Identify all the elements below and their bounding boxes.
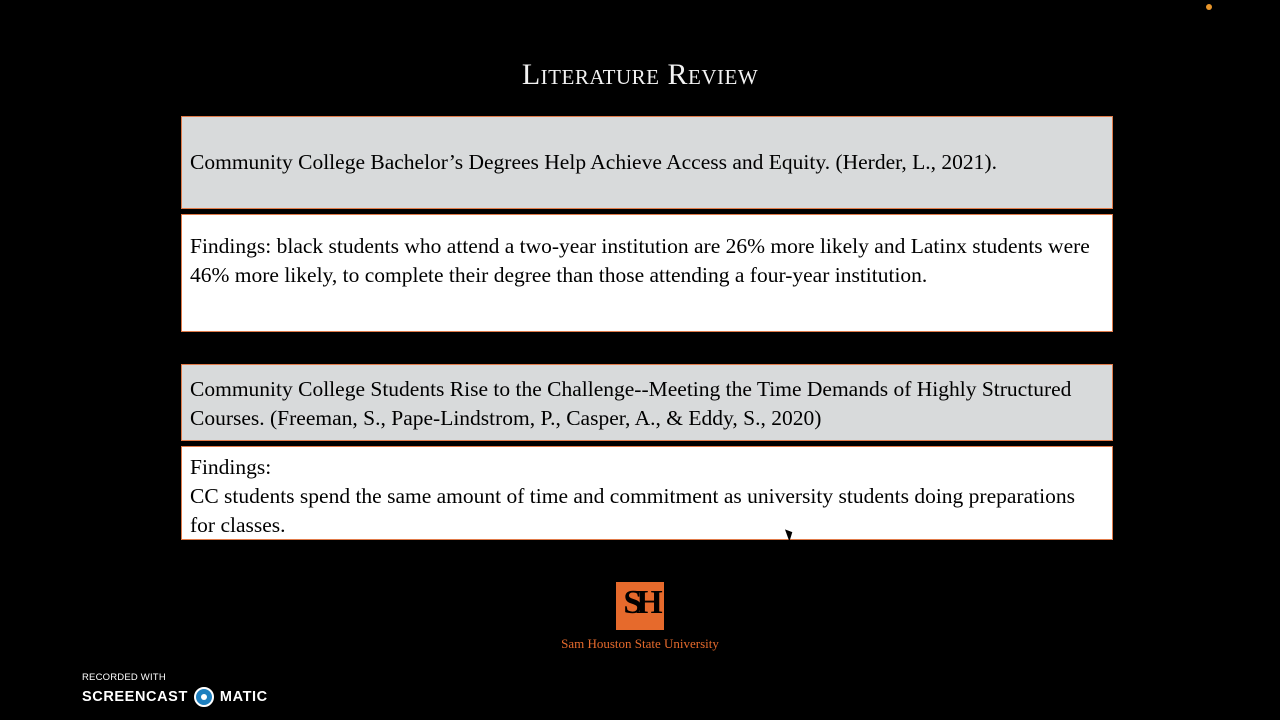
findings-heading-2: Findings: <box>190 455 272 479</box>
findings-text-1: Findings: black students who attend a two-year institution are 26% more likely and Latinx students were 46% more likely, to complete their degree than those attending a four-year institution. <box>190 234 1090 287</box>
brand-right: MATIC <box>219 689 268 705</box>
citation-text-2: Community College Students Rise to the Challenge--Meeting the Time Demands of Highly Structured Courses. (Freeman, S., Pape-Lindstrom, P., Casper, A., & Eddy, S., 2020) <box>190 377 1072 430</box>
citation-box-2 <box>181 364 1113 441</box>
findings-text-2: CC students spend the same amount of time and commitment as university students doing preparations for classes. <box>190 484 1075 537</box>
record-icon <box>194 687 214 707</box>
recorded-with-label: RECORDED WITH <box>82 672 166 683</box>
university-logo <box>540 582 740 654</box>
findings-box-1 <box>181 214 1113 332</box>
logo-mark-letters: SH <box>623 584 657 621</box>
university-name: Sam Houston State University <box>561 636 719 651</box>
citation-text-1: Community College Bachelor’s Degrees Help Achieve Access and Equity. (Herder, L., 2021). <box>190 150 997 174</box>
findings-box-2 <box>181 446 1113 540</box>
screencast-watermark <box>82 672 268 707</box>
brand-left: SCREENCAST <box>82 689 188 705</box>
screencast-brand <box>82 687 268 707</box>
citation-box-1 <box>181 116 1113 209</box>
slide-title: Literature Review <box>521 58 759 91</box>
sh-logo-mark <box>616 582 664 630</box>
recording-indicator-dot <box>1206 4 1212 10</box>
